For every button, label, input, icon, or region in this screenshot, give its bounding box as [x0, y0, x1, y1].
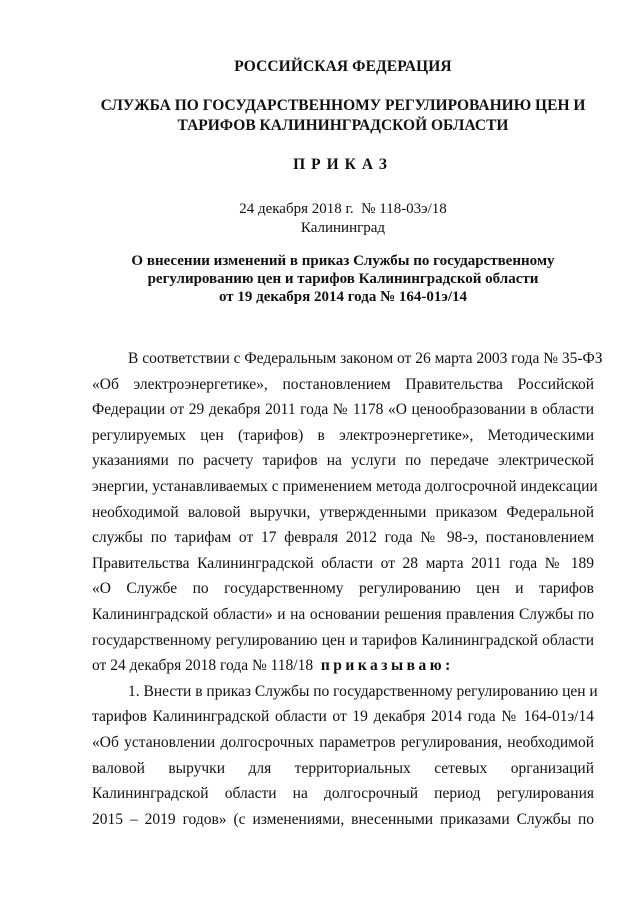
preamble-line: энергии, устанавливаемых с применением метода долгосрочной индексации [92, 477, 598, 495]
item-1-line: тарифов Калининградской области от 19 декабря 2014 года № 164-01э/14 [92, 708, 594, 726]
order-word: приказываю: [320, 657, 454, 675]
preamble-line: государственному регулированию цен и тарифов Калининградской области [92, 631, 594, 649]
city: Калининград [300, 220, 386, 236]
item-1-line: Калининградской области на долгосрочный период регулирования [92, 785, 594, 803]
item-1-line: 2015 – 2019 годов» (с изменениями, внесенными приказами Службы по [92, 810, 594, 828]
title-line-2: регулированию цен и тарифов Калининградской области [147, 271, 539, 287]
preamble-line: регулируемых цен (тарифов) в электроэнергетике», Методическими [92, 426, 594, 444]
item-1-line: «Об установлении долгосрочных параметров регулирования, необходимой [92, 733, 594, 751]
document-page [92, 58, 603, 832]
preamble-line: Федерации от 29 декабря 2011 года № 1178 «О ценообразовании в области [92, 401, 594, 419]
agency-heading [92, 96, 594, 136]
preamble-line: Правительства Калининградской области от 28 марта 2011 года № 189 [92, 554, 594, 572]
preamble-line: «О Службе по государственному регулированию цен и тарифов [92, 580, 594, 598]
document-meta [92, 200, 594, 238]
preamble-line: службы по тарифам от 17 февраля 2012 года № 98-э, постановлением [92, 529, 594, 547]
preamble-line: указаниями по расчету тарифов на услуги по передаче электрической [92, 452, 594, 470]
agency-heading-line-1: СЛУЖБА ПО ГОСУДАРСТВЕННОМУ РЕГУЛИРОВАНИЮ ЦЕН И [100, 97, 586, 114]
preamble-line: необходимой валовой выручки, утвержденными приказом Федеральной [92, 503, 594, 521]
preamble-line: В соответствии с Федеральным законом от 26 марта 2003 года № 35-ФЗ [128, 350, 603, 367]
preamble-line: от 24 декабря 2018 года № 118/18 [92, 657, 314, 675]
preamble-line: «Об электроэнергетике», постановлением Правительства Российской [92, 375, 594, 393]
preamble-line: Калининградской области» и на основании решения правления Службы по [92, 605, 594, 623]
preamble-last-line [92, 653, 594, 679]
agency-heading-line-2: ТАРИФОВ КАЛИНИНГРАДСКОЙ ОБЛАСТИ [177, 117, 509, 134]
title-line-1: О внесении изменений в приказ Службы по государственному [131, 253, 555, 269]
item-1-line: валовой выручки для территориальных сетевых организаций [92, 759, 594, 777]
paragraph-preamble [92, 346, 603, 832]
date-and-number: 24 декабря 2018 г. № 118-03э/18 [239, 201, 447, 217]
country-heading: РОССИЙСКАЯ ФЕДЕРАЦИЯ [234, 58, 452, 75]
document-type: ПРИКАЗ [293, 156, 393, 173]
title-line-3: от 19 декабря 2014 года № 164-01э/14 [218, 289, 468, 305]
document-title [92, 252, 594, 306]
item-1-line: 1. Внести в приказ Службы по государственному регулированию цен и [128, 682, 598, 700]
